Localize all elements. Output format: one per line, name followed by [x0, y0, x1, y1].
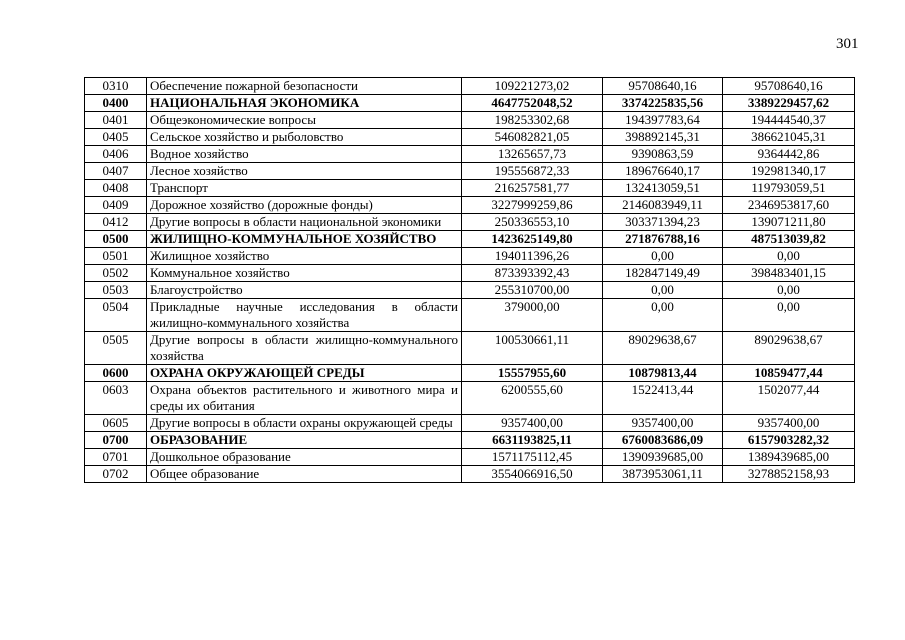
code-cell: 0503	[85, 282, 147, 299]
name-cell: Лесное хозяйство	[147, 163, 462, 180]
value-cell-3: 3389229457,62	[723, 95, 855, 112]
code-cell: 0702	[85, 466, 147, 483]
table-row	[85, 197, 855, 214]
value-cell-2: 0,00	[603, 248, 723, 265]
value-cell-2: 89029638,67	[603, 332, 723, 365]
value-cell-3: 1389439685,00	[723, 449, 855, 466]
name-cell: Жилищное хозяйство	[147, 248, 462, 265]
value-cell-1: 195556872,33	[462, 163, 603, 180]
value-cell-3: 0,00	[723, 299, 855, 332]
name-cell: Другие вопросы в области национальной экономики	[147, 214, 462, 231]
value-cell-1: 109221273,02	[462, 78, 603, 95]
code-cell: 0504	[85, 299, 147, 332]
table-row	[85, 466, 855, 483]
code-cell: 0409	[85, 197, 147, 214]
code-cell: 0405	[85, 129, 147, 146]
table-row	[85, 129, 855, 146]
value-cell-1: 546082821,05	[462, 129, 603, 146]
value-cell-1: 6631193825,11	[462, 432, 603, 449]
name-cell: Коммунальное хозяйство	[147, 265, 462, 282]
value-cell-3: 194444540,37	[723, 112, 855, 129]
name-cell: Дошкольное образование	[147, 449, 462, 466]
table-row	[85, 231, 855, 248]
value-cell-2: 398892145,31	[603, 129, 723, 146]
table-row	[85, 449, 855, 466]
code-cell: 0401	[85, 112, 147, 129]
budget-table-body	[85, 78, 855, 483]
table-row	[85, 365, 855, 382]
code-cell: 0400	[85, 95, 147, 112]
value-cell-1: 379000,00	[462, 299, 603, 332]
name-cell: Благоустройство	[147, 282, 462, 299]
value-cell-3: 9364442,86	[723, 146, 855, 163]
table-row	[85, 163, 855, 180]
name-cell: Охрана объектов растительного и животного мира и среды их обитания	[147, 382, 462, 415]
code-cell: 0500	[85, 231, 147, 248]
value-cell-3: 192981340,17	[723, 163, 855, 180]
budget-table	[84, 77, 855, 483]
name-cell: Другие вопросы в области охраны окружающей среды	[147, 415, 462, 432]
value-cell-3: 386621045,31	[723, 129, 855, 146]
table-row	[85, 95, 855, 112]
value-cell-1: 250336553,10	[462, 214, 603, 231]
value-cell-3: 0,00	[723, 282, 855, 299]
value-cell-3: 6157903282,32	[723, 432, 855, 449]
table-row	[85, 265, 855, 282]
name-cell: Сельское хозяйство и рыболовство	[147, 129, 462, 146]
value-cell-1: 198253302,68	[462, 112, 603, 129]
code-cell: 0310	[85, 78, 147, 95]
value-cell-1: 9357400,00	[462, 415, 603, 432]
code-cell: 0605	[85, 415, 147, 432]
value-cell-2: 9357400,00	[603, 415, 723, 432]
value-cell-1: 216257581,77	[462, 180, 603, 197]
code-cell: 0700	[85, 432, 147, 449]
value-cell-1: 15557955,60	[462, 365, 603, 382]
name-cell: Общеэкономические вопросы	[147, 112, 462, 129]
table-row	[85, 112, 855, 129]
value-cell-3: 2346953817,60	[723, 197, 855, 214]
value-cell-2: 2146083949,11	[603, 197, 723, 214]
table-row	[85, 78, 855, 95]
value-cell-2: 132413059,51	[603, 180, 723, 197]
code-cell: 0406	[85, 146, 147, 163]
name-cell: Общее образование	[147, 466, 462, 483]
value-cell-2: 10879813,44	[603, 365, 723, 382]
value-cell-2: 0,00	[603, 282, 723, 299]
value-cell-2: 189676640,17	[603, 163, 723, 180]
value-cell-2: 3374225835,56	[603, 95, 723, 112]
value-cell-2: 303371394,23	[603, 214, 723, 231]
code-cell: 0502	[85, 265, 147, 282]
value-cell-3: 89029638,67	[723, 332, 855, 365]
value-cell-2: 1522413,44	[603, 382, 723, 415]
code-cell: 0412	[85, 214, 147, 231]
value-cell-2: 95708640,16	[603, 78, 723, 95]
name-cell: ОБРАЗОВАНИЕ	[147, 432, 462, 449]
name-cell: ОХРАНА ОКРУЖАЮЩЕЙ СРЕДЫ	[147, 365, 462, 382]
value-cell-3: 1502077,44	[723, 382, 855, 415]
code-cell: 0407	[85, 163, 147, 180]
value-cell-3: 487513039,82	[723, 231, 855, 248]
value-cell-3: 9357400,00	[723, 415, 855, 432]
value-cell-1: 6200555,60	[462, 382, 603, 415]
value-cell-2: 182847149,49	[603, 265, 723, 282]
code-cell: 0501	[85, 248, 147, 265]
code-cell: 0408	[85, 180, 147, 197]
value-cell-3: 0,00	[723, 248, 855, 265]
code-cell: 0505	[85, 332, 147, 365]
table-row	[85, 332, 855, 365]
value-cell-1: 194011396,26	[462, 248, 603, 265]
page-number: 301	[836, 36, 859, 52]
name-cell: Транспорт	[147, 180, 462, 197]
table-row	[85, 299, 855, 332]
table-row	[85, 282, 855, 299]
value-cell-3: 139071211,80	[723, 214, 855, 231]
value-cell-1: 100530661,11	[462, 332, 603, 365]
table-row	[85, 415, 855, 432]
value-cell-3: 3278852158,93	[723, 466, 855, 483]
code-cell: 0603	[85, 382, 147, 415]
value-cell-3: 119793059,51	[723, 180, 855, 197]
table-row	[85, 382, 855, 415]
table-row	[85, 214, 855, 231]
value-cell-1: 3554066916,50	[462, 466, 603, 483]
name-cell: Другие вопросы в области жилищно-коммунального хозяйства	[147, 332, 462, 365]
value-cell-2: 1390939685,00	[603, 449, 723, 466]
code-cell: 0701	[85, 449, 147, 466]
value-cell-2: 194397783,64	[603, 112, 723, 129]
table-row	[85, 432, 855, 449]
value-cell-1: 4647752048,52	[462, 95, 603, 112]
name-cell: Прикладные научные исследования в области жилищно-коммунального хозяйства	[147, 299, 462, 332]
value-cell-1: 1571175112,45	[462, 449, 603, 466]
value-cell-1: 1423625149,80	[462, 231, 603, 248]
value-cell-1: 873393392,43	[462, 265, 603, 282]
value-cell-1: 13265657,73	[462, 146, 603, 163]
code-cell: 0600	[85, 365, 147, 382]
value-cell-2: 3873953061,11	[603, 466, 723, 483]
name-cell: ЖИЛИЩНО-КОММУНАЛЬНОЕ ХОЗЯЙСТВО	[147, 231, 462, 248]
value-cell-3: 398483401,15	[723, 265, 855, 282]
value-cell-2: 271876788,16	[603, 231, 723, 248]
name-cell: Водное хозяйство	[147, 146, 462, 163]
name-cell: Дорожное хозяйство (дорожные фонды)	[147, 197, 462, 214]
table-row	[85, 146, 855, 163]
value-cell-1: 255310700,00	[462, 282, 603, 299]
name-cell: Обеспечение пожарной безопасности	[147, 78, 462, 95]
name-cell: НАЦИОНАЛЬНАЯ ЭКОНОМИКА	[147, 95, 462, 112]
value-cell-3: 95708640,16	[723, 78, 855, 95]
value-cell-2: 6760083686,09	[603, 432, 723, 449]
value-cell-2: 9390863,59	[603, 146, 723, 163]
value-cell-2: 0,00	[603, 299, 723, 332]
value-cell-3: 10859477,44	[723, 365, 855, 382]
value-cell-1: 3227999259,86	[462, 197, 603, 214]
table-row	[85, 248, 855, 265]
table-row	[85, 180, 855, 197]
